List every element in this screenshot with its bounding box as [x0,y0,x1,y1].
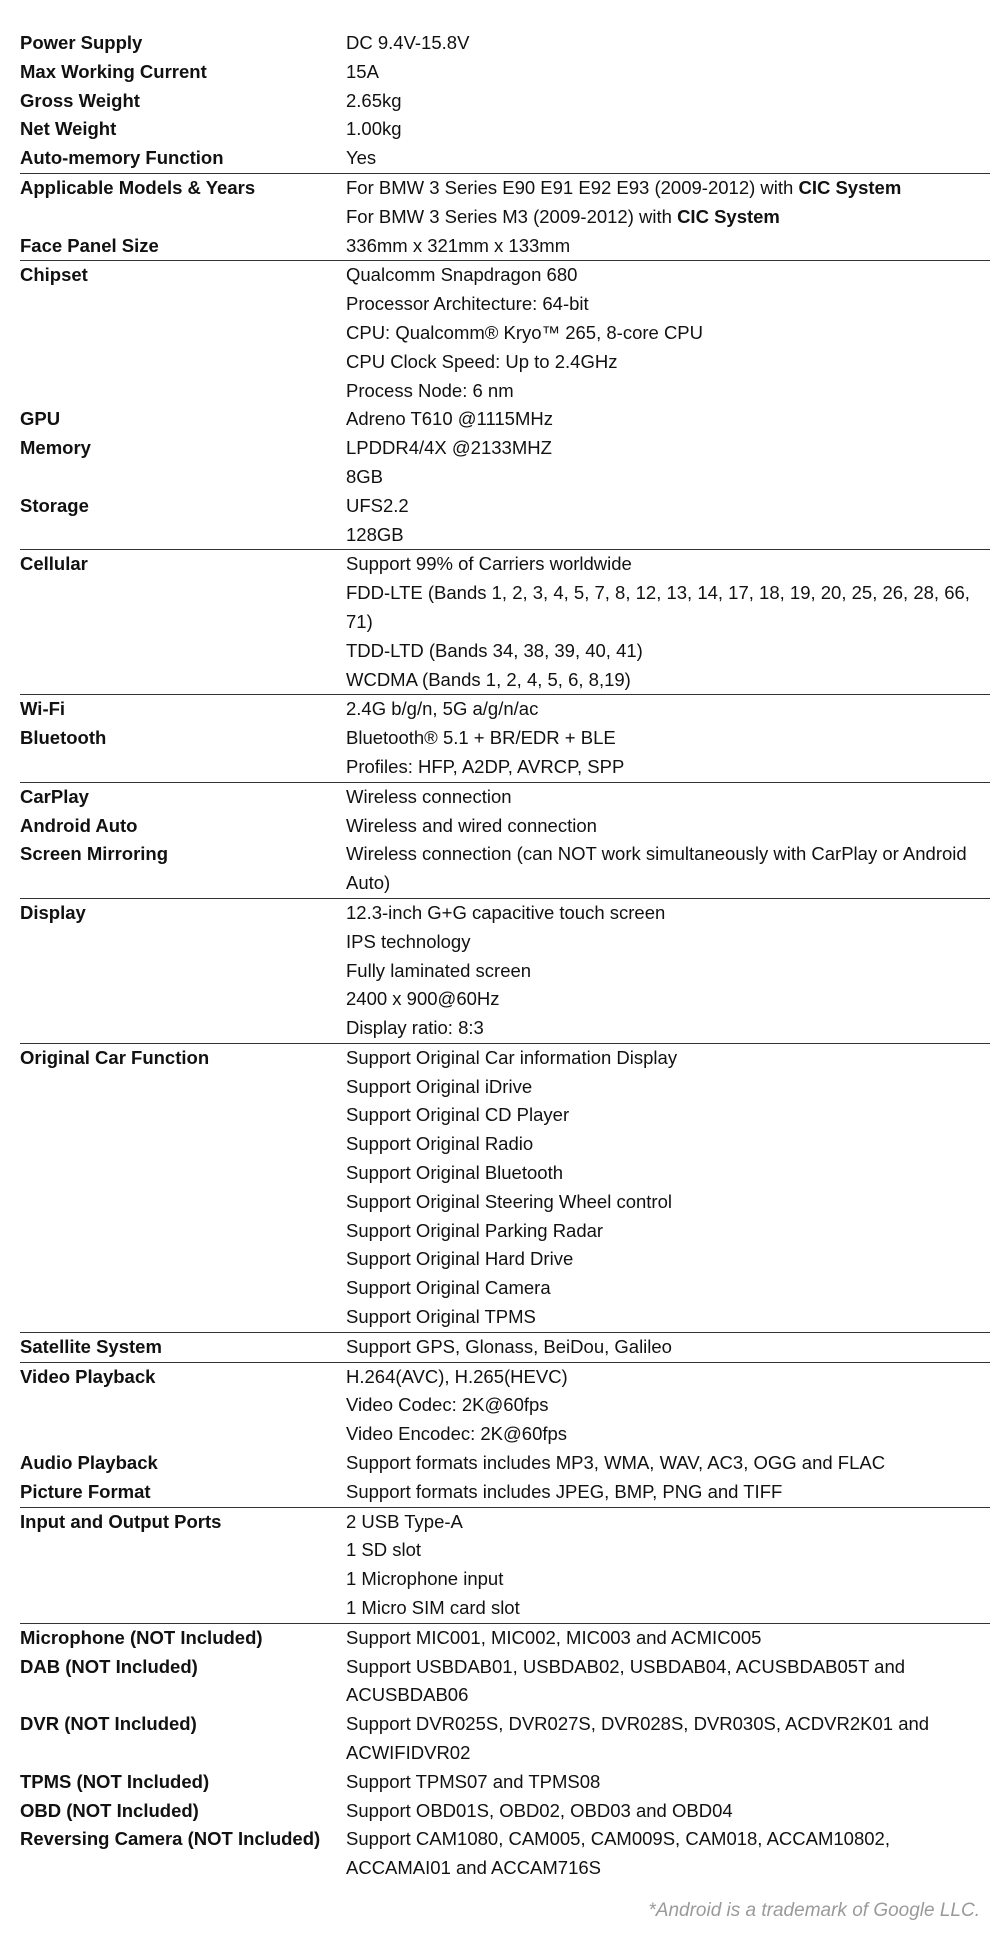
spec-row-chipset [20,261,990,405]
spec-value: 2.4G b/g/n, 5G a/g/n/ac [346,698,539,720]
spec-value: 15A [346,60,379,82]
spec-value: Video Codec: 2K@60fps [346,1394,549,1416]
spec-row-gross-weight [20,87,990,116]
spec-value-emphasis: CIC System [798,176,902,198]
spec-row-max-working-current [20,58,990,87]
spec-values [346,434,990,492]
spec-group [20,1362,990,1507]
spec-label: Audio Playback [20,1452,158,1474]
spec-values [346,1044,990,1332]
spec-value: 2 USB Type-A [346,1510,463,1532]
spec-label: Microphone (NOT Included) [20,1626,263,1648]
spec-row-reversing-camera-not-included [20,1825,990,1883]
spec-row-picture-format [20,1478,990,1507]
spec-label: OBD (NOT Included) [20,1799,199,1821]
spec-value: 336mm x 321mm x 133mm [346,234,571,256]
spec-row-input-and-output-ports [20,1508,990,1623]
spec-values [346,1797,990,1826]
spec-value: 2.65kg [346,89,402,111]
spec-value: Support Original Radio [346,1133,534,1155]
spec-row-carplay [20,783,990,812]
spec-row-dvr-not-included [20,1710,990,1768]
spec-value: Support 99% of Carriers worldwide [346,553,632,575]
spec-value: Support Original Parking Radar [346,1219,604,1241]
spec-label: Storage [20,494,89,516]
spec-value: Support Original Car information Display [346,1046,678,1068]
spec-value: Support Original Bluetooth [346,1162,563,1184]
spec-group [20,782,990,898]
spec-values [346,1653,990,1711]
spec-value: Support CAM1080, CAM005, CAM009S, CAM018, ACCAM10802, ACCAMAI01 and ACCAM716S [346,1828,890,1879]
spec-value: Adreno T610 @1115MHz [346,408,553,430]
spec-value: Support Original Steering Wheel control [346,1190,672,1212]
spec-group [20,173,990,260]
spec-row-satellite-system [20,1333,990,1362]
spec-value: H.264(AVC), H.265(HEVC) [346,1365,568,1387]
trademark-footnote: *Android is a trademark of Google LLC. [648,1900,980,1921]
spec-label: Android Auto [20,814,138,836]
spec-group [20,1623,990,1883]
spec-group [20,1332,990,1362]
spec-values [346,724,990,782]
spec-group [20,1507,990,1623]
spec-label: Satellite System [20,1335,162,1357]
spec-row-storage [20,492,990,550]
spec-row-dab-not-included [20,1653,990,1711]
spec-row-face-panel-size [20,232,990,261]
spec-label: Max Working Current [20,60,207,82]
spec-values [346,1449,990,1478]
spec-value: 1 Micro SIM card slot [346,1597,520,1619]
spec-label: TPMS (NOT Included) [20,1770,210,1792]
spec-row-microphone-not-included [20,1624,990,1653]
spec-row-gpu [20,405,990,434]
spec-values [346,1825,990,1883]
spec-row-original-car-function [20,1044,990,1332]
spec-value: DC 9.4V-15.8V [346,32,470,53]
spec-value: Support OBD01S, OBD02, OBD03 and OBD04 [346,1799,733,1821]
spec-label: GPU [20,408,61,430]
spec-label: Net Weight [20,118,117,140]
spec-group [20,549,990,694]
spec-values [346,115,990,144]
spec-row-display [20,899,990,1043]
spec-value: 8GB [346,465,384,487]
spec-value: 1 Microphone input [346,1568,504,1590]
spec-values [346,1363,990,1449]
spec-values [346,261,990,405]
spec-row-audio-playback [20,1449,990,1478]
spec-values [346,1478,990,1507]
spec-row-wi-fi [20,695,990,724]
spec-row-bluetooth [20,724,990,782]
spec-values [346,58,990,87]
spec-value: Support formats includes JPEG, BMP, PNG and TIFF [346,1480,783,1502]
spec-value: 1 SD slot [346,1539,422,1561]
spec-row-tpms-not-included [20,1768,990,1797]
spec-values [346,405,990,434]
spec-value: Support Original Hard Drive [346,1248,574,1270]
spec-label: Video Playback [20,1365,156,1387]
spec-label: DAB (NOT Included) [20,1655,198,1677]
spec-label: Bluetooth [20,727,107,749]
spec-value: 128GB [346,523,404,545]
spec-value: Support formats includes MP3, WMA, WAV, AC3, OGG and FLAC [346,1452,886,1474]
spec-value: Process Node: 6 nm [346,379,514,401]
spec-label: Reversing Camera (NOT Included) [20,1828,321,1850]
spec-table [20,29,990,1883]
spec-value-text: For BMW 3 Series M3 (2009-2012) with [346,205,678,227]
spec-label: Screen Mirroring [20,843,169,865]
spec-value [346,203,990,232]
spec-label: Wi-Fi [20,698,66,720]
spec-value: Wireless connection (can NOT work simultaneously with CarPlay or Android Auto) [346,843,967,894]
spec-value: UFS2.2 [346,494,409,516]
spec-row-auto-memory-function [20,144,990,173]
spec-row-net-weight [20,115,990,144]
spec-label: Memory [20,437,91,459]
spec-values [346,87,990,116]
spec-row-applicable-models-years [20,174,990,232]
spec-values [346,174,990,232]
spec-label: Original Car Function [20,1046,210,1068]
spec-value [346,174,990,203]
spec-row-cellular [20,550,990,694]
spec-values [346,783,990,812]
spec-row-obd-not-included [20,1797,990,1826]
spec-value: FDD-LTE (Bands 1, 2, 3, 4, 5, 7, 8, 12, 13, 14, 17, 18, 19, 20, 25, 26, 28, 66, 71) [346,582,970,632]
spec-label: Gross Weight [20,89,140,111]
spec-value: Support Original iDrive [346,1075,533,1097]
spec-label: CarPlay [20,785,89,807]
spec-values [346,840,990,898]
spec-group [20,1043,990,1332]
spec-values [346,550,990,694]
spec-group [20,29,990,173]
spec-values [346,1333,990,1362]
spec-row-memory [20,434,990,492]
spec-value: Support TPMS07 and TPMS08 [346,1770,601,1792]
spec-values [346,144,990,173]
spec-value: Wireless and wired connection [346,814,597,836]
spec-values [346,1710,990,1768]
spec-row-android-auto [20,812,990,841]
spec-values [346,899,990,1043]
spec-value: CPU: Qualcomm® Kryo™ 265, 8-core CPU [346,321,704,343]
spec-value-emphasis: CIC System [677,205,780,227]
spec-group [20,898,990,1043]
spec-values [346,695,990,724]
spec-value: Fully laminated screen [346,959,532,981]
spec-label: Input and Output Ports [20,1510,222,1532]
spec-value: Wireless connection [346,785,512,807]
spec-values [346,1624,990,1653]
spec-label: Power Supply [20,32,143,53]
spec-row-video-playback [20,1363,990,1449]
spec-value: WCDMA (Bands 1, 2, 4, 5, 6, 8,19) [346,668,631,690]
spec-label: Picture Format [20,1480,151,1502]
spec-value: Support Original TPMS [346,1306,536,1328]
spec-label: Face Panel Size [20,234,159,256]
spec-value: Bluetooth® 5.1 + BR/EDR + BLE [346,727,616,749]
spec-value: Support Original CD Player [346,1104,570,1126]
spec-value: Display ratio: 8:3 [346,1017,484,1039]
spec-value: TDD-LTD (Bands 34, 38, 39, 40, 41) [346,639,643,661]
spec-values [346,232,990,261]
spec-label: Applicable Models & Years [20,176,256,198]
spec-value: 2400 x 900@60Hz [346,988,500,1010]
spec-values [346,1508,990,1623]
spec-label: Cellular [20,553,88,575]
spec-values [346,1768,990,1797]
spec-value: Support DVR025S, DVR027S, DVR028S, DVR030S, ACDVR2K01 and ACWIFIDVR02 [346,1713,930,1764]
spec-value: Profiles: HFP, A2DP, AVRCP, SPP [346,755,625,777]
spec-value: Yes [346,147,377,169]
spec-group [20,694,990,781]
spec-label: Auto-memory Function [20,147,224,169]
spec-value: Video Encodec: 2K@60fps [346,1423,568,1445]
spec-value: Processor Architecture: 64-bit [346,293,589,315]
spec-values [346,492,990,550]
spec-value: Support USBDAB01, USBDAB02, USBDAB04, ACUSBDAB05T and ACUSBDAB06 [346,1655,906,1706]
spec-row-power-supply [20,29,990,58]
spec-value: LPDDR4/4X @2133MHZ [346,437,552,459]
spec-value: IPS technology [346,930,471,952]
spec-value: CPU Clock Speed: Up to 2.4GHz [346,350,618,372]
spec-label: Chipset [20,264,88,286]
spec-values [346,29,990,58]
spec-value: 1.00kg [346,118,402,140]
spec-label: Display [20,901,86,923]
spec-value: Support GPS, Glonass, BeiDou, Galileo [346,1335,672,1357]
spec-value: 12.3-inch G+G capacitive touch screen [346,901,666,923]
spec-value: Support Original Camera [346,1277,551,1299]
spec-value-text: For BMW 3 Series E90 E91 E92 E93 (2009-2012) with [346,176,799,198]
spec-value: Support MIC001, MIC002, MIC003 and ACMIC005 [346,1626,762,1648]
spec-value: Qualcomm Snapdragon 680 [346,264,578,286]
spec-group [20,260,990,549]
spec-row-screen-mirroring [20,840,990,898]
spec-values [346,812,990,841]
spec-label: DVR (NOT Included) [20,1713,197,1735]
